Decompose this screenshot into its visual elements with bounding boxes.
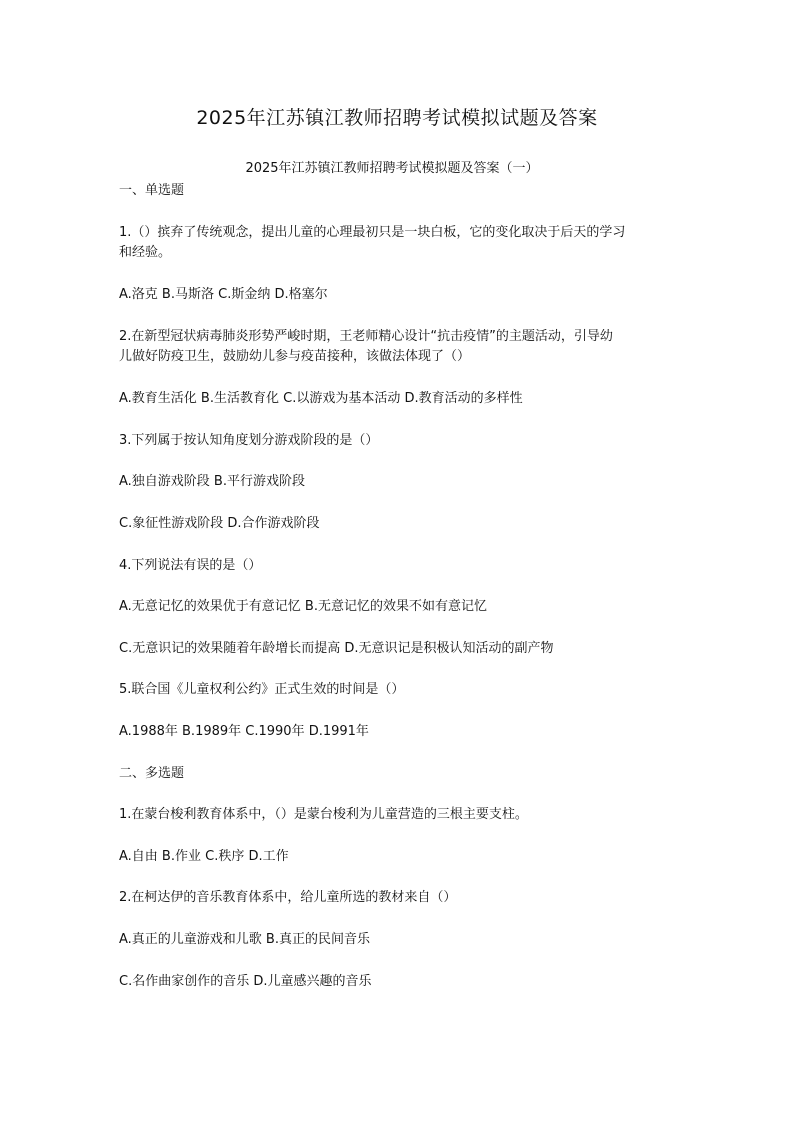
question-stem: 1.（）摈弃了传统观念，提出儿童的心理最初只是一块白板，它的变化取决于后天的学习 — [119, 225, 626, 240]
question-stem: 1.在蒙台梭利教育体系中，（）是蒙台梭利为儿童营造的三根主要支柱。 — [119, 807, 528, 822]
question-stem: 2.在新型冠状病毒肺炎形势严峻时期，王老师精心设计“抗击疫情”的主题活动，引导幼 — [119, 329, 613, 344]
question-options: A.无意记忆的效果优于有意记忆 B.无意记忆的效果不如有意记忆 — [119, 599, 487, 614]
question-stem: 4.下列说法有误的是（） — [119, 558, 262, 573]
document-title: 2025年江苏镇江教师招聘考试模拟试题及答案 — [196, 107, 598, 129]
question-stem: 5.联合国《儿童权利公约》正式生效的时间是（） — [119, 682, 405, 697]
question-options: A.独自游戏阶段 B.平行游戏阶段 — [119, 474, 305, 489]
question-options: A.1988年 B.1989年 C.1990年 D.1991年 — [119, 724, 369, 739]
document-subtitle: 2025年江苏镇江教师招聘考试模拟题及答案（一） — [245, 161, 539, 176]
question-options: A.自由 B.作业 C.秩序 D.工作 — [119, 849, 289, 864]
question-stem-continued: 和经验。 — [119, 245, 172, 260]
question-options: A.真正的儿童游戏和儿歌 B.真正的民间音乐 — [119, 932, 370, 947]
question-options: C.无意识记的效果随着年龄增长而提高 D.无意识记是积极认知活动的副产物 — [119, 641, 554, 656]
section-heading-multiple-choice: 二、多选题 — [119, 766, 185, 781]
question-options: C.象征性游戏阶段 D.合作游戏阶段 — [119, 516, 320, 531]
question-options: A.洛克 B.马斯洛 C.斯金纳 D.格塞尔 — [119, 287, 328, 302]
section-heading-single-choice: 一、单选题 — [119, 183, 185, 198]
question-stem: 3.下列属于按认知角度划分游戏阶段的是（） — [119, 433, 379, 448]
question-options: C.名作曲家创作的音乐 D.儿童感兴趣的音乐 — [119, 974, 372, 989]
question-stem-continued: 儿做好防疫卫生，鼓励幼儿参与疫苗接种，该做法体现了（） — [119, 349, 471, 364]
question-options: A.教育生活化 B.生活教育化 C.以游戏为基本活动 D.教育活动的多样性 — [119, 391, 523, 406]
question-stem: 2.在柯达伊的音乐教育体系中，给儿童所选的教材来自（） — [119, 890, 457, 905]
